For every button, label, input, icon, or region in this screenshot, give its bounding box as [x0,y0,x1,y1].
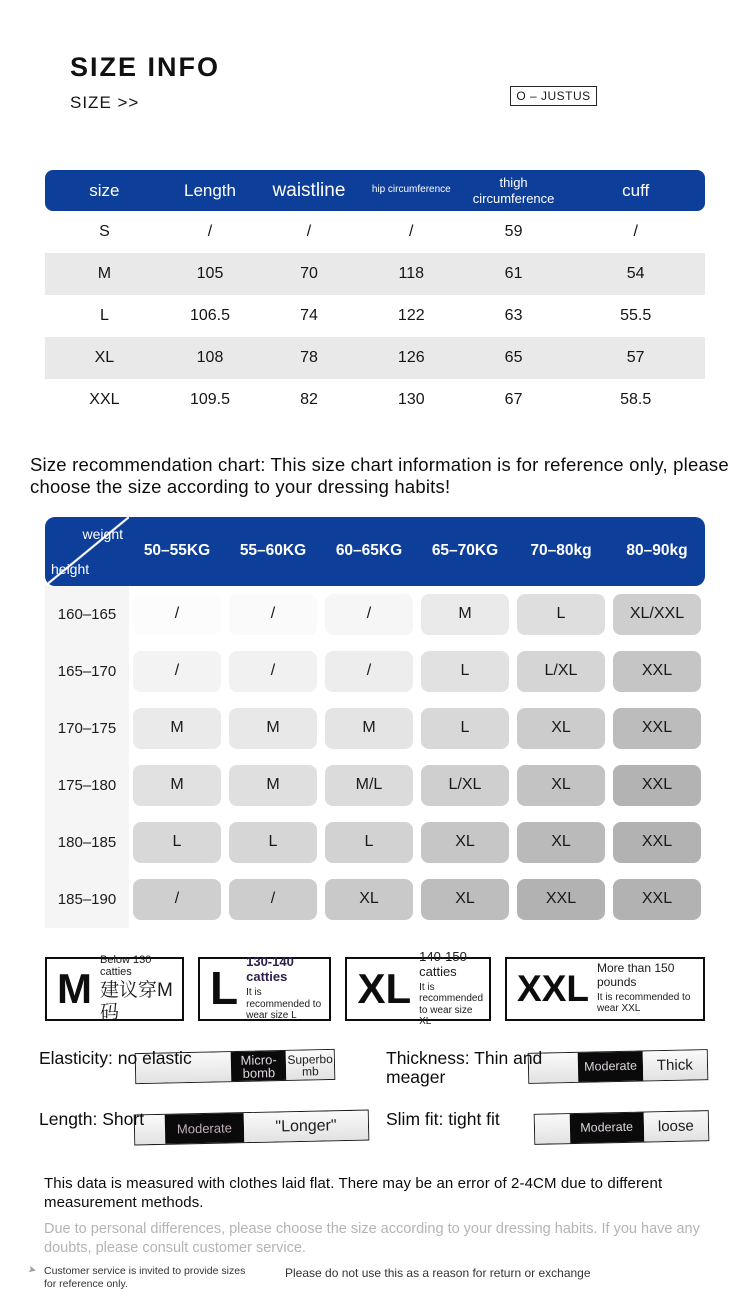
size-pill: M [325,708,413,749]
spec-cell: S [99,223,110,240]
spec-col-header: hip circumference [362,170,461,211]
fit-cell [417,871,513,928]
segment-label: Micro-bomb [240,1051,277,1080]
size-pill: XL [421,822,509,863]
fit-cell [417,643,513,700]
badge-line1: 140-150 catties [419,948,467,979]
weight-col-header: 80–90kg [626,542,688,560]
fit-cell [129,871,225,928]
fit-cell [321,871,417,928]
attribute-row [386,1048,711,1088]
size-pill: L [325,822,413,863]
fit-cell [609,586,705,643]
spec-table-row [45,211,705,253]
fit-cell [609,871,705,928]
height-row-label: 170–175 [45,700,129,757]
spec-cell: 118 [362,253,461,295]
fit-cell [129,700,225,757]
fit-cell [321,586,417,643]
size-pill: M [421,594,509,635]
spec-cell: 61 [461,253,567,295]
fit-cell [417,814,513,871]
spec-cell: 63 [504,307,523,324]
size-pill: L/XL [421,765,509,806]
segment-label: loose [657,1117,694,1135]
segment [244,1110,369,1142]
badge-line2: 建议穿M码 [100,979,173,1023]
spec-cell: / [633,223,638,240]
spec-cell: L [99,307,109,324]
badge-line1: Below 130 catties [100,953,152,979]
segment-label: Moderate [584,1058,638,1074]
height-row-label: 160–165 [45,586,129,643]
weight-col-header: 50–55KG [143,542,211,560]
size-pill: XL/XXL [613,594,701,635]
fit-cell [225,871,321,928]
fit-cell [225,814,321,871]
weight-col-header: 65–70KG [431,542,499,560]
size-pill: XL [517,765,605,806]
active-segment [569,1112,644,1143]
size-pill: L [421,708,509,749]
badge-size-letter: L [210,961,239,1014]
spec-col-header: Length [164,170,256,211]
spec-table-head [45,170,705,211]
segment [286,1050,334,1080]
badge-line2: It is recommended to wear size L [246,987,322,1022]
size-badge-m [45,953,184,1023]
corner-height-label: height [51,560,90,577]
size-pill: XL [421,879,509,920]
fit-cell [321,757,417,814]
size-pill: XL [325,879,413,920]
return-policy-note: Please do not use this as a reason for return or exchange [285,1266,591,1281]
badge-text [597,962,697,1015]
size-pill: M [133,708,221,749]
spec-col-header: thigh circumference [461,170,567,211]
size-pill: / [325,651,413,692]
spec-cell: 65 [461,337,567,379]
spec-table-row [45,337,705,379]
size-pill: / [133,651,221,692]
spec-cell: / [306,223,312,240]
weight-col-header: 60–65KG [335,542,403,560]
size-pill: L [133,822,221,863]
measurement-note: This data is measured with clothes laid flat. There may be an error of 2-4CM due to different measurement methods. [44,1174,663,1212]
size-badge-l [198,954,331,1022]
size-pill: / [229,879,317,920]
fit-table-header [45,517,705,586]
brand-badge: O – JUSTUS [510,86,597,106]
size-subtitle: SIZE >> [70,93,140,112]
height-row-label: 165–170 [45,643,129,700]
fit-cell [321,814,417,871]
size-pill: / [229,651,317,692]
spec-cell: 70 [256,253,362,295]
personal-difference-note: Due to personal differences, please choose the size according to your dressing habits. If you have any doubts, please consult customer service. [44,1220,700,1256]
fit-cell [513,814,609,871]
active-segment [578,1051,643,1081]
badge-size-letter: XXL [517,968,589,1009]
height-row-label: 180–185 [45,814,129,871]
spec-col-header: cuff [566,170,705,211]
segment-label: Moderate [176,1120,233,1137]
spec-cell: / [409,223,414,240]
size-pill: / [229,594,317,635]
spec-cell: XXL [89,391,120,408]
spec-table [45,170,705,421]
spec-col-header: size [45,170,164,211]
height-row-label: 175–180 [45,757,129,814]
fit-cell [225,643,321,700]
fit-cell [225,700,321,757]
segment-label: Superbomb [287,1051,333,1078]
fit-table-body [45,586,705,928]
size-pill: XL [517,708,605,749]
size-pill: / [133,594,221,635]
fit-cell [321,700,417,757]
size-pill: XXL [613,765,701,806]
size-pill: L [421,651,509,692]
active-segment [231,1051,287,1081]
spec-cell: 105 [164,253,256,295]
size-pill: L [229,822,317,863]
attribute-slider [534,1110,710,1145]
badge-line2: It is recommended to wear XXL [597,991,691,1015]
size-badge-xxl [505,957,705,1021]
badge-line1: 130-140 catties [246,954,294,985]
spec-cell: 67 [504,391,523,408]
fit-table [45,517,705,928]
fit-cell [321,643,417,700]
size-pill: M [229,708,317,749]
segment [643,1111,708,1141]
spec-cell: 78 [256,337,362,379]
segment-label: Moderate [580,1119,634,1135]
attribute-label: Thickness: Thin and meager [386,1047,543,1087]
fit-cell [417,757,513,814]
cursor-arrow-icon: ➤ [26,1264,38,1277]
segment-label: "Longer" [275,1116,337,1135]
spec-table-row [45,379,705,421]
spec-cell: 130 [397,391,425,408]
badge-line1: More than 150 pounds [597,961,675,990]
size-pill: M [229,765,317,806]
recommendation-note: Size recommendation chart: This size chart information is for reference only, please choose the size according to your dressing habits! [30,454,729,497]
size-pill: M [133,765,221,806]
attribute-label: Slim fit: tight fit [386,1108,500,1129]
spec-cell: 82 [300,391,318,408]
attribute-label: Elasticity: no elastic [39,1047,192,1068]
height-row-label: 185–190 [45,871,129,928]
size-pill: / [325,594,413,635]
size-badge-xl [345,948,491,1028]
attribute-row [39,1048,364,1088]
weight-height-diagonal-cell [45,517,129,586]
attribute-slider [134,1109,370,1145]
spec-cell: 106.5 [189,307,231,324]
spec-cell: 126 [362,337,461,379]
size-pill: XL [517,822,605,863]
spec-cell: 122 [397,307,425,324]
footnotes [26,1174,720,1292]
fit-cell [609,700,705,757]
fit-cell [513,586,609,643]
corner-weight-label: weight [82,525,123,542]
fit-cell [513,757,609,814]
spec-cell: 74 [300,307,318,324]
spec-table-row [45,253,705,295]
size-recommendation-badges [45,948,705,1028]
badge-size-letter: M [57,964,92,1012]
fit-cell [225,586,321,643]
fit-cell [513,700,609,757]
attribute-row [39,1109,364,1149]
fit-cell [417,700,513,757]
spec-cell: 54 [566,253,705,295]
fit-cell [129,643,225,700]
fit-cell [129,814,225,871]
size-pill: L/XL [517,651,605,692]
spec-table-row [45,295,705,337]
spec-cell: M [45,253,164,295]
page-header [0,0,750,113]
spec-cell: 57 [566,337,705,379]
fit-cell [225,757,321,814]
fabric-attributes [39,1048,711,1149]
badge-size-letter: XL [357,964,412,1012]
badge-text [246,955,323,1021]
fit-cell [609,814,705,871]
customer-service-note: ➤ Customer service is invited to provide sizes for reference only. [26,1264,246,1291]
size-pill: M/L [325,765,413,806]
badge-text [419,950,483,1028]
fit-cell [417,586,513,643]
size-pill: / [133,879,221,920]
fit-cell [609,643,705,700]
segment [642,1050,707,1080]
spec-cell: 109.5 [189,391,231,408]
segment-label: Thick [656,1056,693,1074]
spec-cell: 108 [164,337,256,379]
fit-cell [513,643,609,700]
spec-table-body [45,211,705,421]
badge-line2: It is recommended to wear size XL [419,981,484,1028]
size-pill: XXL [517,879,605,920]
spec-cell: 58.5 [620,391,652,408]
size-pill: XXL [613,879,701,920]
weight-col-header: 55–60KG [239,542,307,560]
weight-col-header: 70–80kg [530,542,592,560]
attribute-label: Length: Short [39,1108,145,1129]
active-segment [164,1113,244,1144]
fit-cell [609,757,705,814]
spec-col-header: waistline [256,170,362,211]
segment [535,1114,570,1144]
spec-cell: 59 [504,223,523,240]
spec-cell: / [207,223,213,240]
size-pill: XXL [613,708,701,749]
spec-cell: XL [45,337,164,379]
badge-text [100,954,176,1024]
fit-cell [513,871,609,928]
fit-cell [129,757,225,814]
size-pill: L [517,594,605,635]
attribute-row [386,1109,711,1149]
spec-cell: 55.5 [620,307,652,324]
size-pill: XXL [613,651,701,692]
fit-cell [129,586,225,643]
size-pill: XXL [613,822,701,863]
page-title: SIZE INFO [70,52,221,82]
